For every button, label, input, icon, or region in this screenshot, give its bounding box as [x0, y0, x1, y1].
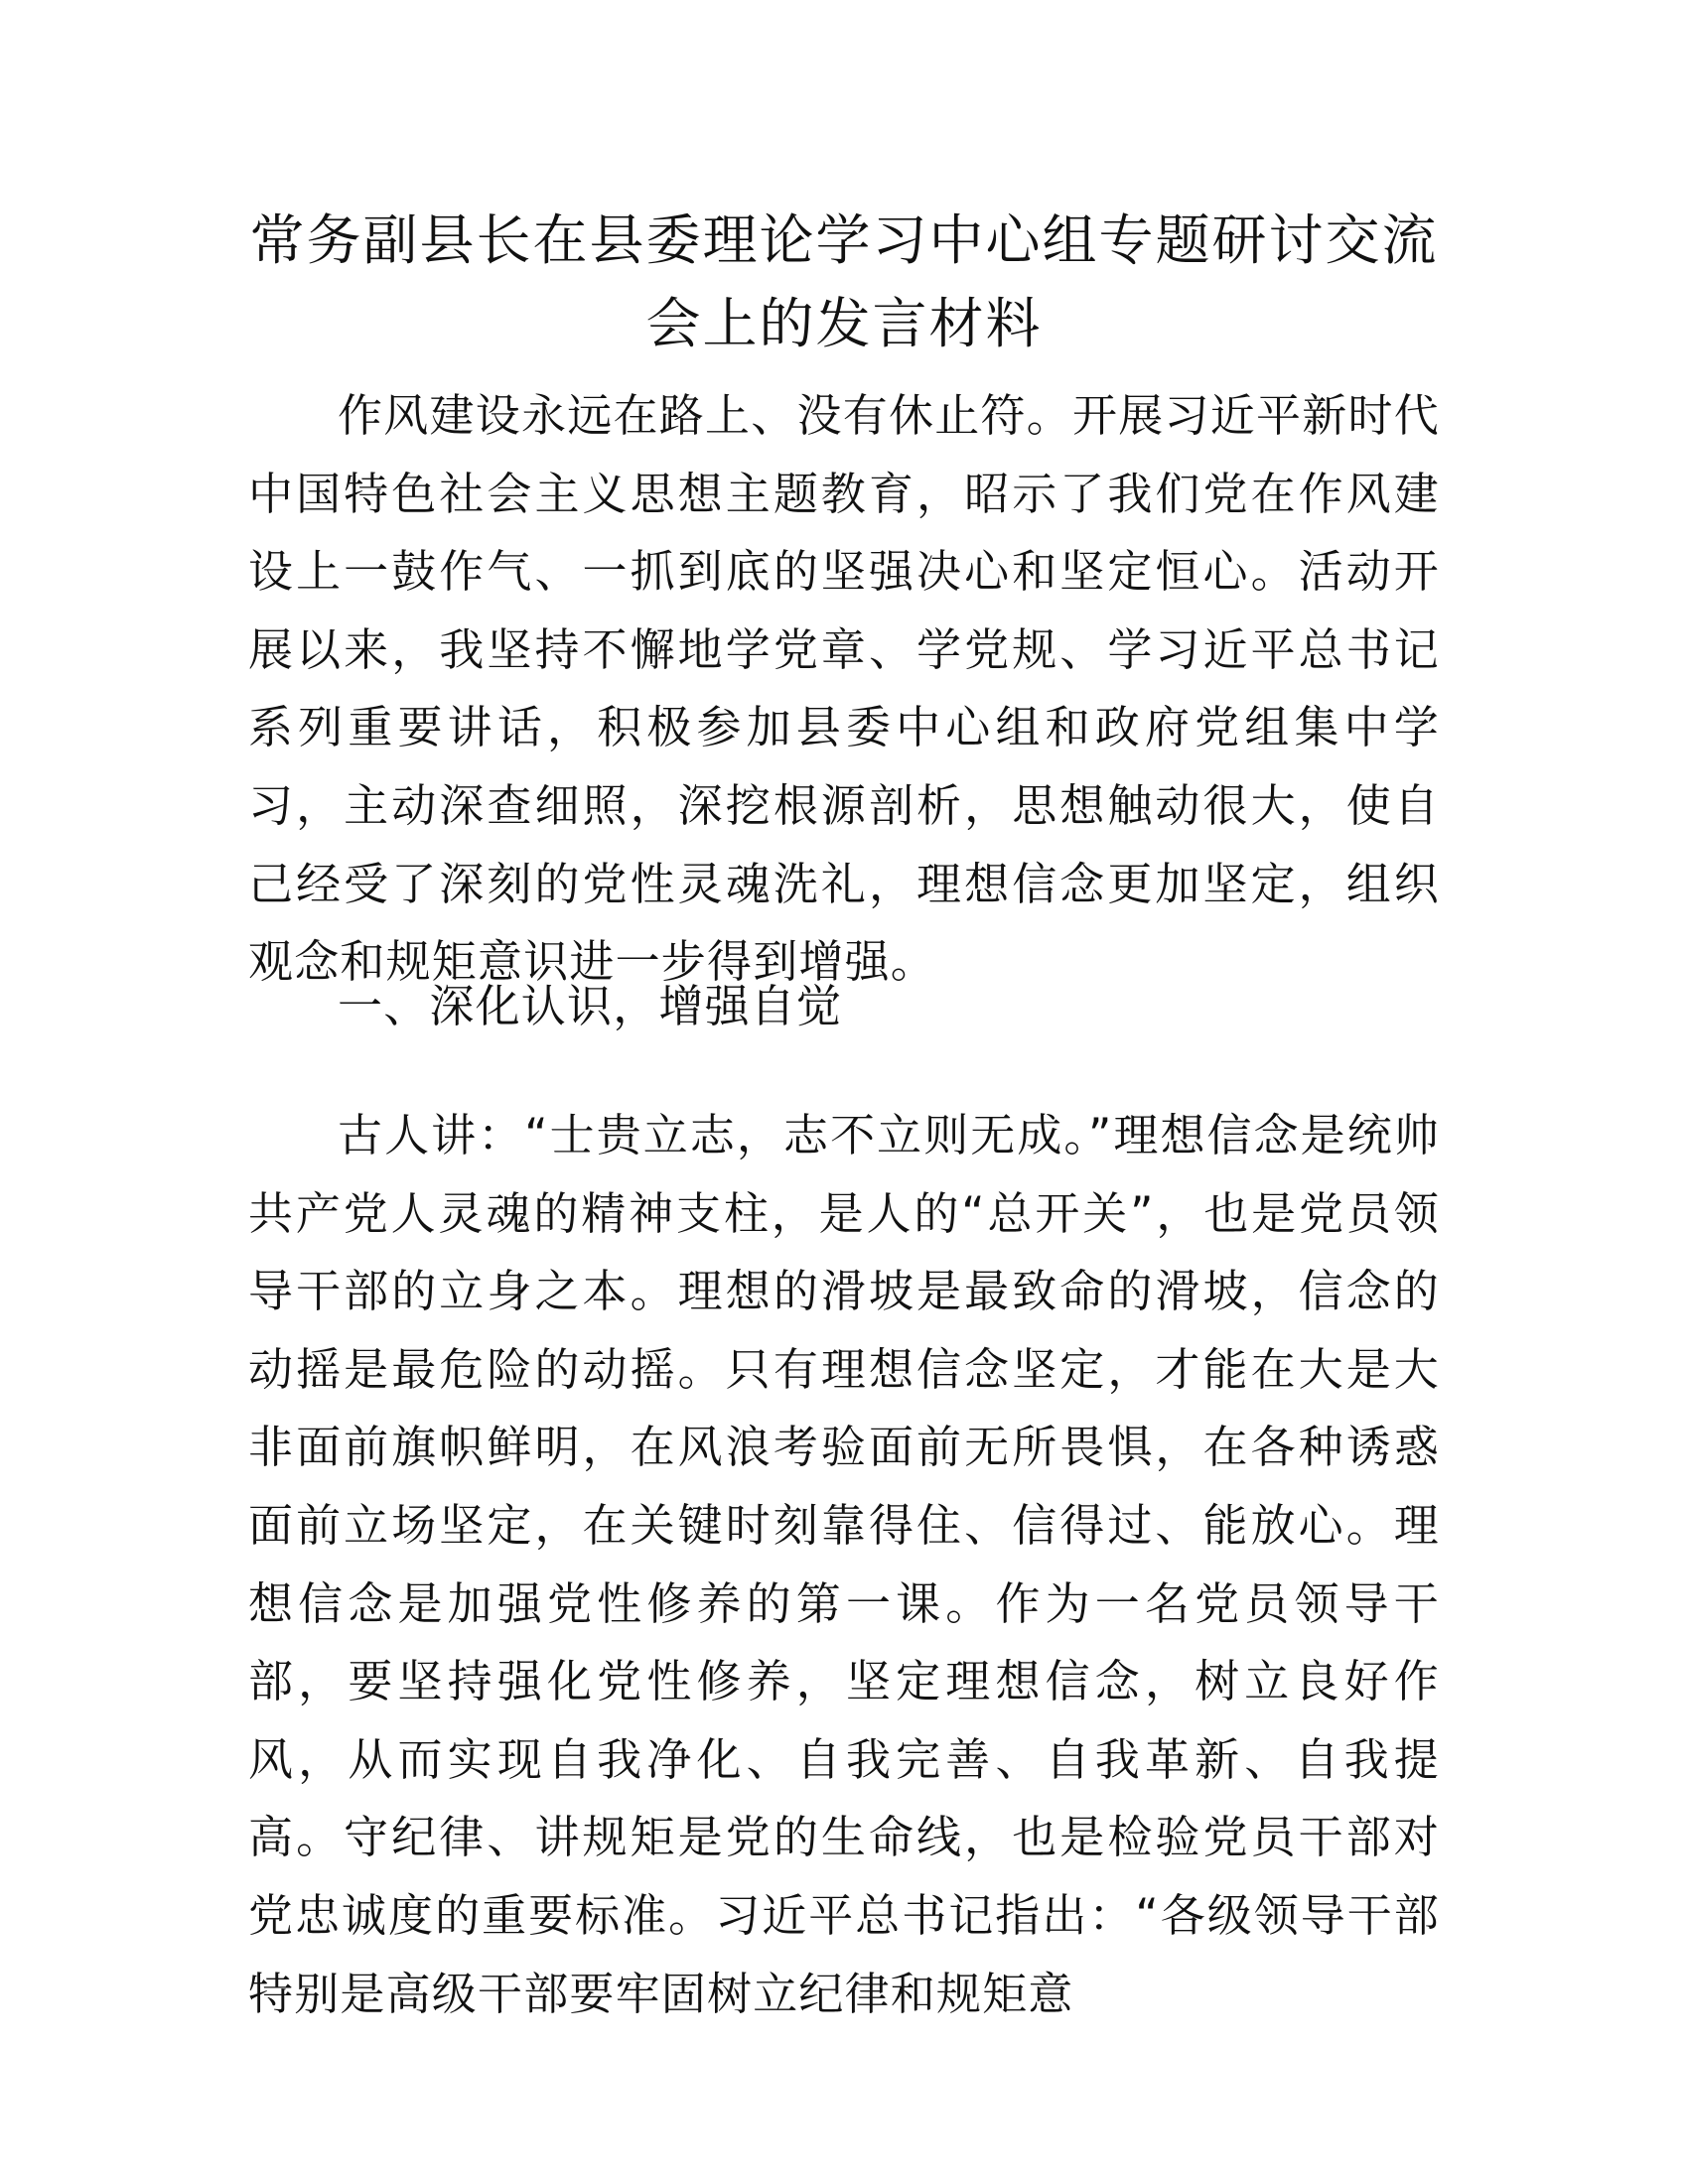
document-title: 常务副县长在县委理论学习中心组专题研讨交流会上的发言材料 [249, 208, 1439, 355]
section-heading: 一、深化认识，增强自觉 [338, 980, 843, 1032]
body-paragraph: 古人讲：“士贵立志，志不立则无成。”理想信念是统帅共产党人灵魂的精神支柱，是人的“总开关”，也是党员领导干部的立身之本。理想的滑坡是最致命的滑坡，信念的动摇是最危险的动摇。只有理想信念坚定，才能在大是大非面前旗帜鲜明，在风浪考验面前无所畏惧，在各种诱惑面前立场坚定，在关键时刻靠得住、信得过、能放心。理想信念是加强党性修养的第一课。作为一名党员领导干部，要坚持强化党性修养，坚定理想信念，树立良好作风，从而实现自我净化、自我完善、自我革新、自我提高。守纪律、讲规矩是党的生命线，也是检验党员干部对党忠诚度的重要标准。习近平总书记指出：“各级领导干部特别是高级干部要牢固树立纪律和规矩意 [248, 1109, 1440, 2020]
intro-paragraph: 作风建设永远在路上、没有休止符。开展习近平新时代中国特色社会主义思想主题教育，昭示了我们党在作风建设上一鼓作气、一抓到底的坚强决心和坚定恒心。活动开展以来，我坚持不懈地学党章、学党规、学习近平总书记系列重要讲话，积极参加县委中心组和政府党组集中学习，主动深查细照，深挖根源剖析，思想触动很大，使自己经受了深刻的党性灵魂洗礼，理想信念更加坚定，组织观念和规矩意识进一步得到增强。 [248, 389, 1440, 989]
